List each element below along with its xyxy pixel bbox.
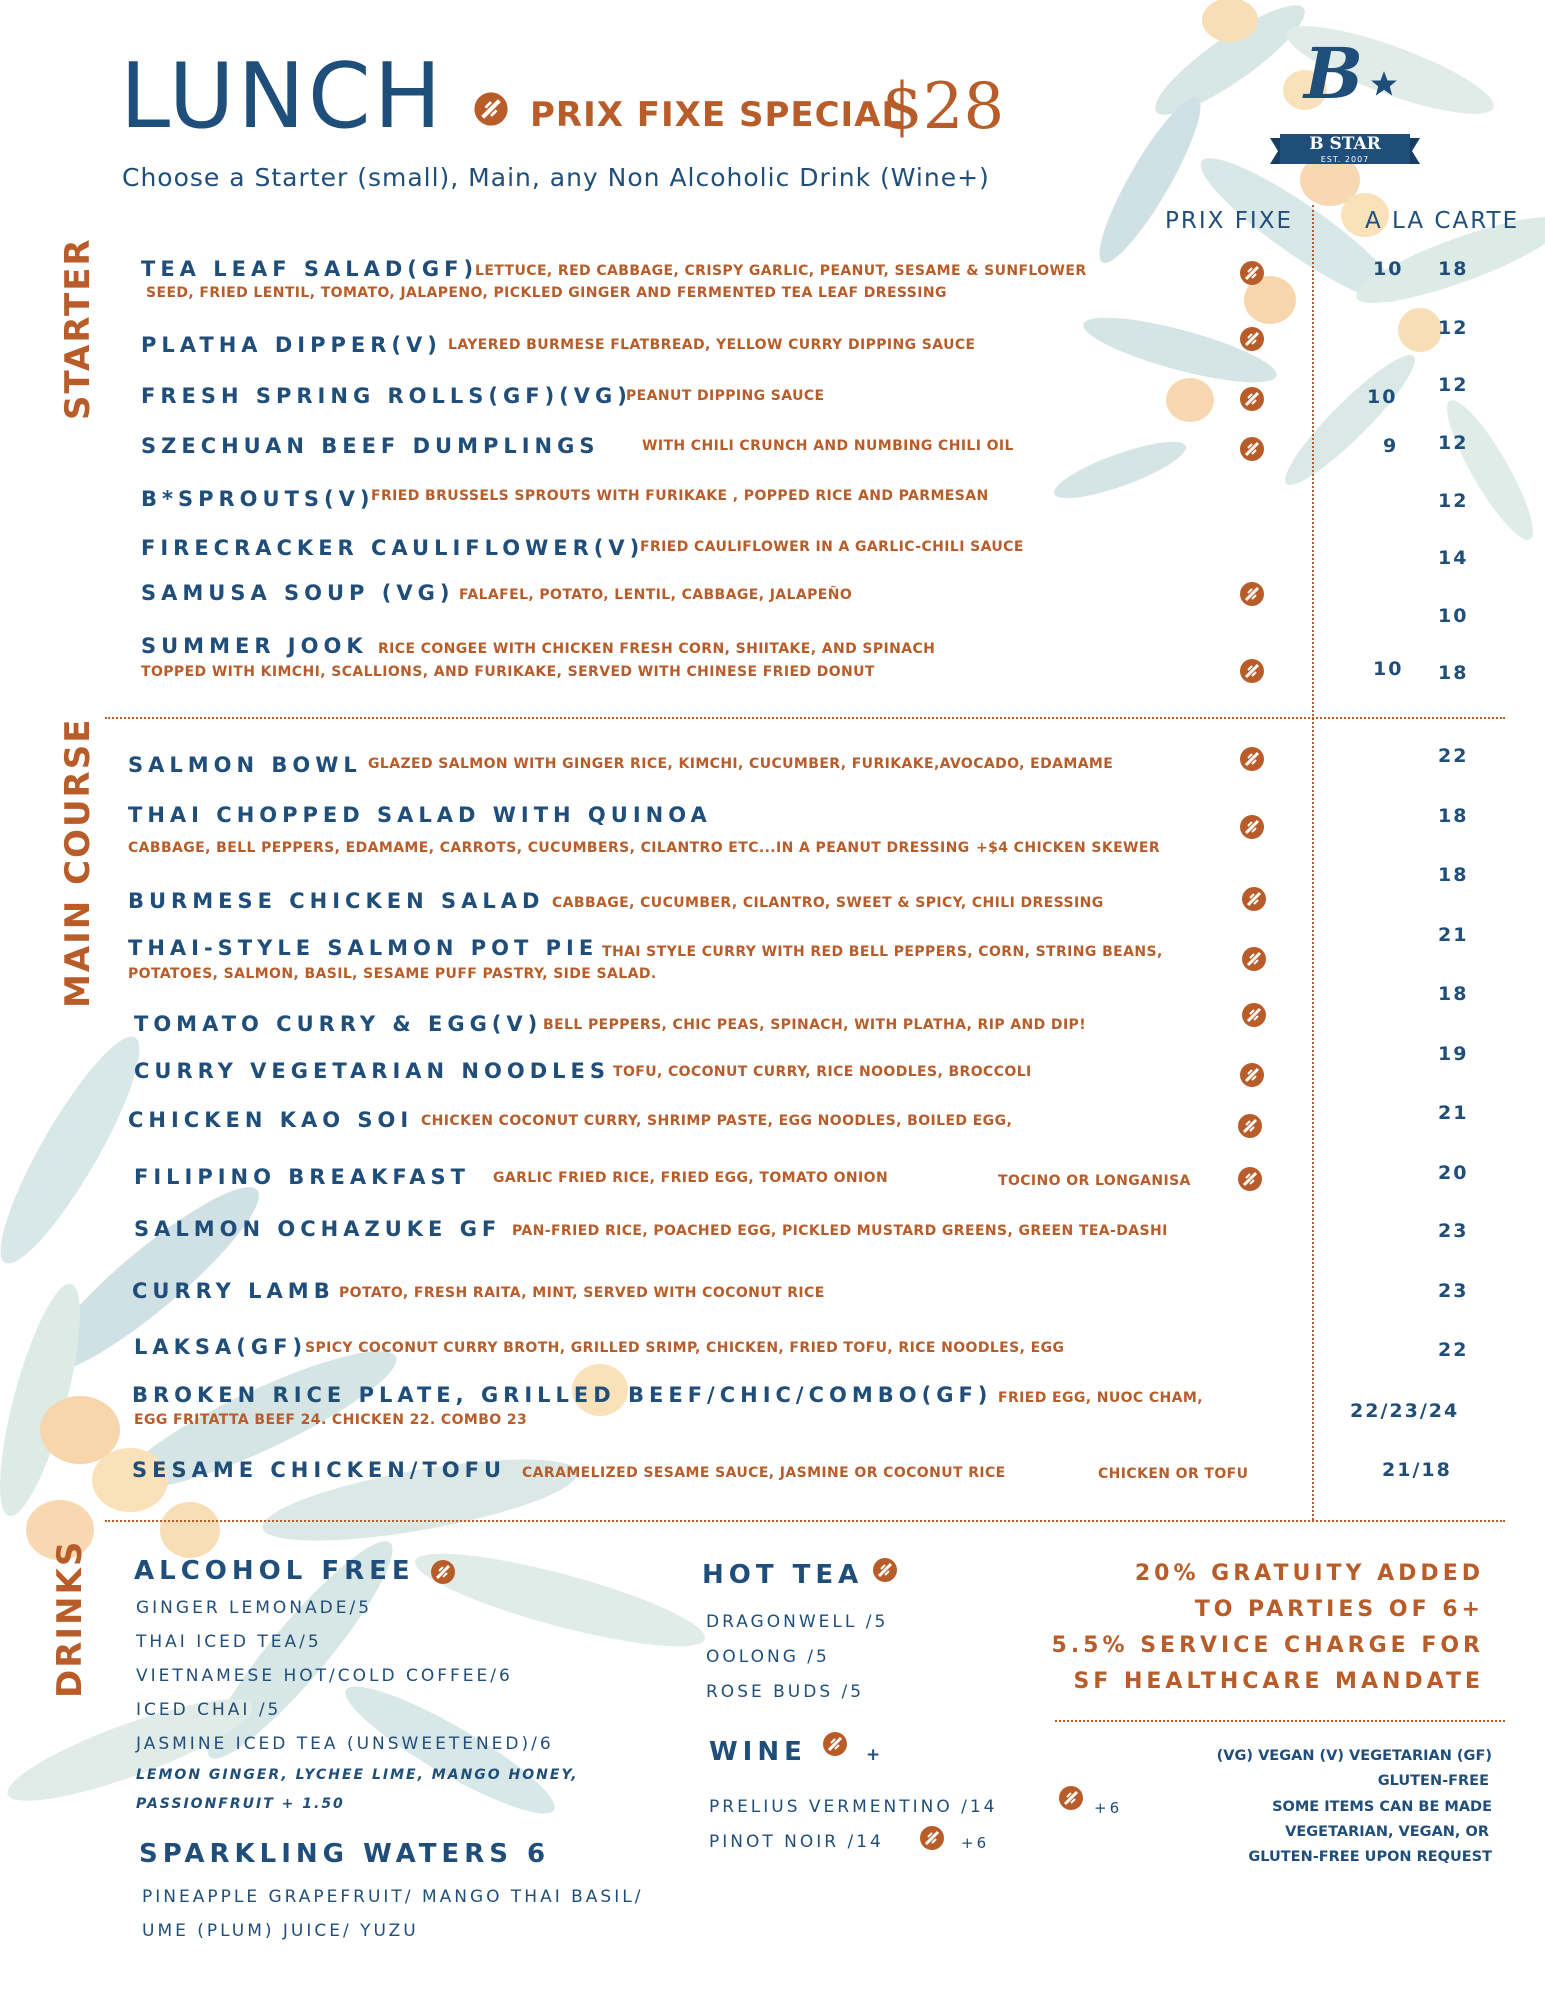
menu-item-desc: LETTUCE, RED CABBAGE, CRISPY GARLIC, PEANUT, SESAME & SUNFLOWER — [475, 263, 1087, 279]
menu-item-name: FILIPINO BREAKFAST — [134, 1165, 470, 1189]
item-price: 12 — [1438, 374, 1469, 396]
prix-fixe-icon — [1239, 260, 1265, 286]
prix-fixe-icon — [1239, 326, 1265, 352]
menu-item-name: BROKEN RICE PLATE, GRILLED BEEF/CHIC/COMBO(GF) — [132, 1383, 993, 1407]
prix-fixe-icon — [1239, 1062, 1265, 1088]
service-charge-notice: SF HEALTHCARE MANDATE — [1073, 1669, 1484, 1694]
prix-fixe-icon — [1241, 1002, 1267, 1028]
menu-item-name: CHICKEN KAO SOI — [128, 1108, 414, 1132]
menu-item-extra: TOCINO OR LONGANISA — [998, 1173, 1191, 1189]
menu-item-name: SAMUSA SOUP (VG) — [141, 581, 455, 605]
small-price: 10 — [1367, 386, 1398, 408]
prix-fixe-icon — [1241, 946, 1267, 972]
dietary-note: VEGETARIAN, VEGAN, OR — [1285, 1824, 1489, 1840]
wine-item: PRELIUS VERMENTINO /14 — [709, 1797, 998, 1817]
main-divider — [105, 1520, 1505, 1522]
dietary-legend: (VG) VEGAN (V) VEGETARIAN (GF) — [1216, 1748, 1492, 1764]
menu-item-desc: CABBAGE, BELL PEPPERS, EDAMAME, CARROTS, CUCUMBERS, CILANTRO ETC...IN A PEANUT DRESSING — [128, 840, 970, 856]
dietary-legend: GLUTEN-FREE — [1377, 1773, 1489, 1789]
item-price: 14 — [1438, 547, 1469, 569]
small-price: 10 — [1373, 258, 1404, 280]
item-price: 12 — [1438, 432, 1469, 454]
menu-subtitle: Choose a Starter (small), Main, any Non Alcoholic Drink (Wine+) — [122, 163, 990, 192]
prix-fixe-icon — [1237, 1113, 1263, 1139]
item-price: 23 — [1438, 1220, 1469, 1242]
menu-item-name: SALMON OCHAZUKE GF — [134, 1217, 502, 1241]
starter-divider — [105, 717, 1505, 719]
menu-title: LUNCH — [120, 44, 445, 149]
item-price: 18 — [1438, 662, 1469, 684]
gratuity-notice: 20% GRATUITY ADDED — [1134, 1561, 1484, 1586]
item-price: 19 — [1438, 1043, 1469, 1065]
menu-item-name: THAI-STYLE SALMON POT PIE — [128, 936, 599, 960]
wine-upcharge: +6 — [961, 1834, 990, 1852]
prix-fixe-icon — [430, 1559, 456, 1585]
wine-item: PINOT NOIR /14 — [709, 1832, 884, 1852]
menu-item-desc: FALAFEL, POTATO, LENTIL, CABBAGE, JALAPEÑO — [459, 587, 853, 603]
menu-item-desc: FRIED BRUSSELS SPROUTS WITH FURIKAKE , POPPED RICE AND PARMESAN — [371, 488, 989, 504]
iced-tea-flavors: PASSIONFRUIT + 1.50 — [136, 1796, 345, 1812]
gratuity-notice: TO PARTIES OF 6+ — [1194, 1597, 1484, 1622]
prix-fixe-icon — [1241, 886, 1267, 912]
item-price: 23 — [1438, 1280, 1469, 1302]
section-label-drinks: DRINKS — [50, 1539, 90, 1698]
menu-item-extra: CHICKEN OR TOFU — [1098, 1466, 1249, 1482]
item-price: 18 — [1438, 805, 1469, 827]
menu-item-desc: CHICKEN COCONUT CURRY, SHRIMP PASTE, EGG NOODLES, BOILED EGG, — [421, 1113, 1013, 1129]
menu-item-desc: POTATOES, SALMON, BASIL, SESAME PUFF PASTRY, SIDE SALAD. — [128, 966, 657, 982]
menu-item-desc: LAYERED BURMESE FLATBREAD, YELLOW CURRY DIPPING SAUCE — [448, 337, 976, 353]
tea-item: DRAGONWELL /5 — [706, 1612, 889, 1632]
item-price: 20 — [1438, 1162, 1469, 1184]
prix-fixe-icon — [822, 1731, 848, 1757]
prix-fixe-icon — [473, 91, 509, 127]
menu-item-desc: TOPPED WITH KIMCHI, SCALLIONS, AND FURIKAKE, SERVED WITH CHINESE FRIED DONUT — [141, 664, 875, 680]
drink-item: GINGER LEMONADE/5 — [136, 1598, 373, 1618]
menu-item-name: CURRY LAMB — [132, 1279, 335, 1303]
item-price: 12 — [1438, 490, 1469, 512]
menu-item-desc: SPICY COCONUT CURRY BROTH, GRILLED SRIMP, CHICKEN, FRIED TOFU, RICE NOODLES, EGG — [305, 1340, 1065, 1356]
item-price: 21 — [1438, 1102, 1469, 1124]
b-star-logo — [1270, 32, 1420, 180]
prix-fixe-icon — [1239, 436, 1265, 462]
wine-plus-label: + — [866, 1745, 884, 1765]
sparkling-waters-heading: SPARKLING WATERS 6 — [139, 1839, 551, 1869]
menu-item-name: LAKSA(GF) — [134, 1335, 308, 1359]
prix-fixe-icon — [1237, 1166, 1263, 1192]
item-price: 22 — [1438, 1339, 1469, 1361]
dietary-note: SOME ITEMS CAN BE MADE — [1272, 1799, 1492, 1815]
column-header-a-la-carte: A LA CARTE — [1365, 208, 1520, 234]
menu-item-name: B*SPROUTS(V) — [141, 487, 375, 511]
service-charge-notice: 5.5% SERVICE CHARGE FOR — [1051, 1633, 1484, 1658]
menu-item-desc: THAI STYLE CURRY WITH RED BELL PEPPERS, CORN, STRING BEANS, — [602, 944, 1163, 960]
item-price: 22 — [1438, 745, 1469, 767]
menu-item-desc: GARLIC FRIED RICE, FRIED EGG, TOMATO ONION — [493, 1170, 889, 1186]
dietary-note: GLUTEN-FREE UPON REQUEST — [1248, 1849, 1492, 1865]
sparkling-flavors: UME (PLUM) JUICE/ YUZU — [142, 1921, 419, 1941]
drink-item: VIETNAMESE HOT/COLD COFFEE/6 — [136, 1666, 513, 1686]
menu-item-name: SALMON BOWL — [128, 753, 362, 777]
menu-item-name: SESAME CHICKEN/TOFU — [132, 1458, 507, 1482]
prix-fixe-icon — [1239, 814, 1265, 840]
star-icon — [1370, 70, 1398, 98]
notice-divider — [1055, 1720, 1505, 1722]
menu-item-name: SZECHUAN BEEF DUMPLINGS — [141, 434, 600, 458]
menu-item-name: CURRY VEGETARIAN NOODLES — [134, 1059, 610, 1083]
menu-item-desc: PAN-FRIED RICE, POACHED EGG, PICKLED MUSTARD GREENS, GREEN TEA-DASHI — [512, 1223, 1168, 1239]
item-price: 21/18 — [1382, 1459, 1452, 1481]
menu-item-desc: SEED, FRIED LENTIL, TOMATO, JALAPENO, PICKLED GINGER AND FERMENTED TEA LEAF DRESSING — [146, 285, 947, 301]
item-price: 18 — [1438, 258, 1469, 280]
menu-item-desc: CABBAGE, CUCUMBER, CILANTRO, SWEET & SPICY, CHILI DRESSING — [552, 895, 1104, 911]
menu-item-desc: POTATO, FRESH RAITA, MINT, SERVED WITH COCONUT RICE — [339, 1285, 825, 1301]
prix-fixe-icon — [1239, 658, 1265, 684]
item-price: 18 — [1438, 864, 1469, 886]
menu-item-name: THAI CHOPPED SALAD WITH QUINOA — [128, 803, 712, 827]
prix-fixe-icon — [1239, 746, 1265, 772]
wine-upcharge: +6 — [1094, 1799, 1123, 1817]
menu-item-desc: BELL PEPPERS, CHIC PEAS, SPINACH, WITH PLATHA, RIP AND DIP! — [543, 1017, 1087, 1033]
menu-item-desc: FRIED CAULIFLOWER IN A GARLIC-CHILI SAUCE — [640, 539, 1024, 555]
item-price: 21 — [1438, 924, 1469, 946]
logo-est: EST. 2007 — [1320, 155, 1370, 164]
column-divider — [1312, 205, 1314, 1520]
item-price: 22/23/24 — [1350, 1400, 1460, 1422]
menu-item-desc: EGG FRITATTA BEEF 24. CHICKEN 22. COMBO 23 — [134, 1412, 528, 1428]
menu-item-name: TEA LEAF SALAD(GF) — [141, 257, 479, 281]
section-label-starter: STARTER — [58, 237, 98, 420]
prix-fixe-label: PRIX FIXE SPECIAL — [530, 95, 905, 135]
logo-letter: B — [1304, 32, 1364, 115]
prix-fixe-icon — [1239, 581, 1265, 607]
menu-item-desc: GLAZED SALMON WITH GINGER RICE, KIMCHI, CUCUMBER, FURIKAKE,AVOCADO, EDAMAME — [368, 756, 1114, 772]
tea-item: ROSE BUDS /5 — [706, 1682, 865, 1702]
menu-item-name: FIRECRACKER CAULIFLOWER(V) — [141, 536, 645, 560]
alcohol-free-heading: ALCOHOL FREE — [134, 1556, 415, 1586]
item-price: 18 — [1438, 983, 1469, 1005]
menu-item-name: SUMMER JOOK — [141, 634, 368, 658]
iced-tea-flavors: LEMON GINGER, LYCHEE LIME, MANGO HONEY, — [136, 1767, 579, 1783]
small-price: 10 — [1373, 658, 1404, 680]
menu-item-name: PLATHA DIPPER(V) — [141, 333, 442, 357]
item-price: 10 — [1438, 605, 1469, 627]
drink-item: JASMINE ICED TEA (UNSWEETENED)/6 — [136, 1734, 554, 1754]
small-price: 9 — [1383, 435, 1399, 457]
menu-item-desc: PEANUT DIPPING SAUCE — [626, 388, 825, 404]
sparkling-flavors: PINEAPPLE GRAPEFRUIT/ MANGO THAI BASIL/ — [142, 1887, 644, 1907]
menu-item-extra: +$4 CHICKEN SKEWER — [976, 840, 1161, 856]
logo-name: B STAR — [1309, 134, 1381, 154]
column-header-prix-fixe: PRIX FIXE — [1165, 208, 1294, 234]
wine-heading: WINE — [709, 1737, 807, 1767]
prix-fixe-icon — [872, 1557, 898, 1583]
menu-item-name: BURMESE CHICKEN SALAD — [128, 889, 545, 913]
menu-item-name: TOMATO CURRY & EGG(V) — [134, 1012, 543, 1036]
menu-item-desc: RICE CONGEE WITH CHICKEN FRESH CORN, SHIITAKE, AND SPINACH — [378, 641, 936, 657]
menu-item-desc: CARAMELIZED SESAME SAUCE, JASMINE OR COCONUT RICE — [522, 1465, 1006, 1481]
prix-fixe-price: $28 — [882, 70, 1005, 144]
prix-fixe-icon — [1239, 386, 1265, 412]
section-label-main: MAIN COURSE — [58, 717, 98, 1008]
menu-item-name: FRESH SPRING ROLLS(GF)(VG) — [141, 384, 632, 408]
item-price: 12 — [1438, 317, 1469, 339]
menu-item-desc: WITH CHILI CRUNCH AND NUMBING CHILI OIL — [642, 438, 1014, 454]
prix-fixe-icon — [1058, 1785, 1084, 1811]
menu-item-desc: TOFU, COCONUT CURRY, RICE NOODLES, BROCCOLI — [613, 1064, 1032, 1080]
drink-item: THAI ICED TEA/5 — [136, 1632, 322, 1652]
menu-item-desc: FRIED EGG, NUOC CHAM, — [998, 1390, 1203, 1406]
prix-fixe-icon — [919, 1825, 945, 1851]
drink-item: ICED CHAI /5 — [136, 1700, 282, 1720]
tea-item: OOLONG /5 — [706, 1647, 830, 1667]
hot-tea-heading: HOT TEA — [702, 1560, 864, 1590]
